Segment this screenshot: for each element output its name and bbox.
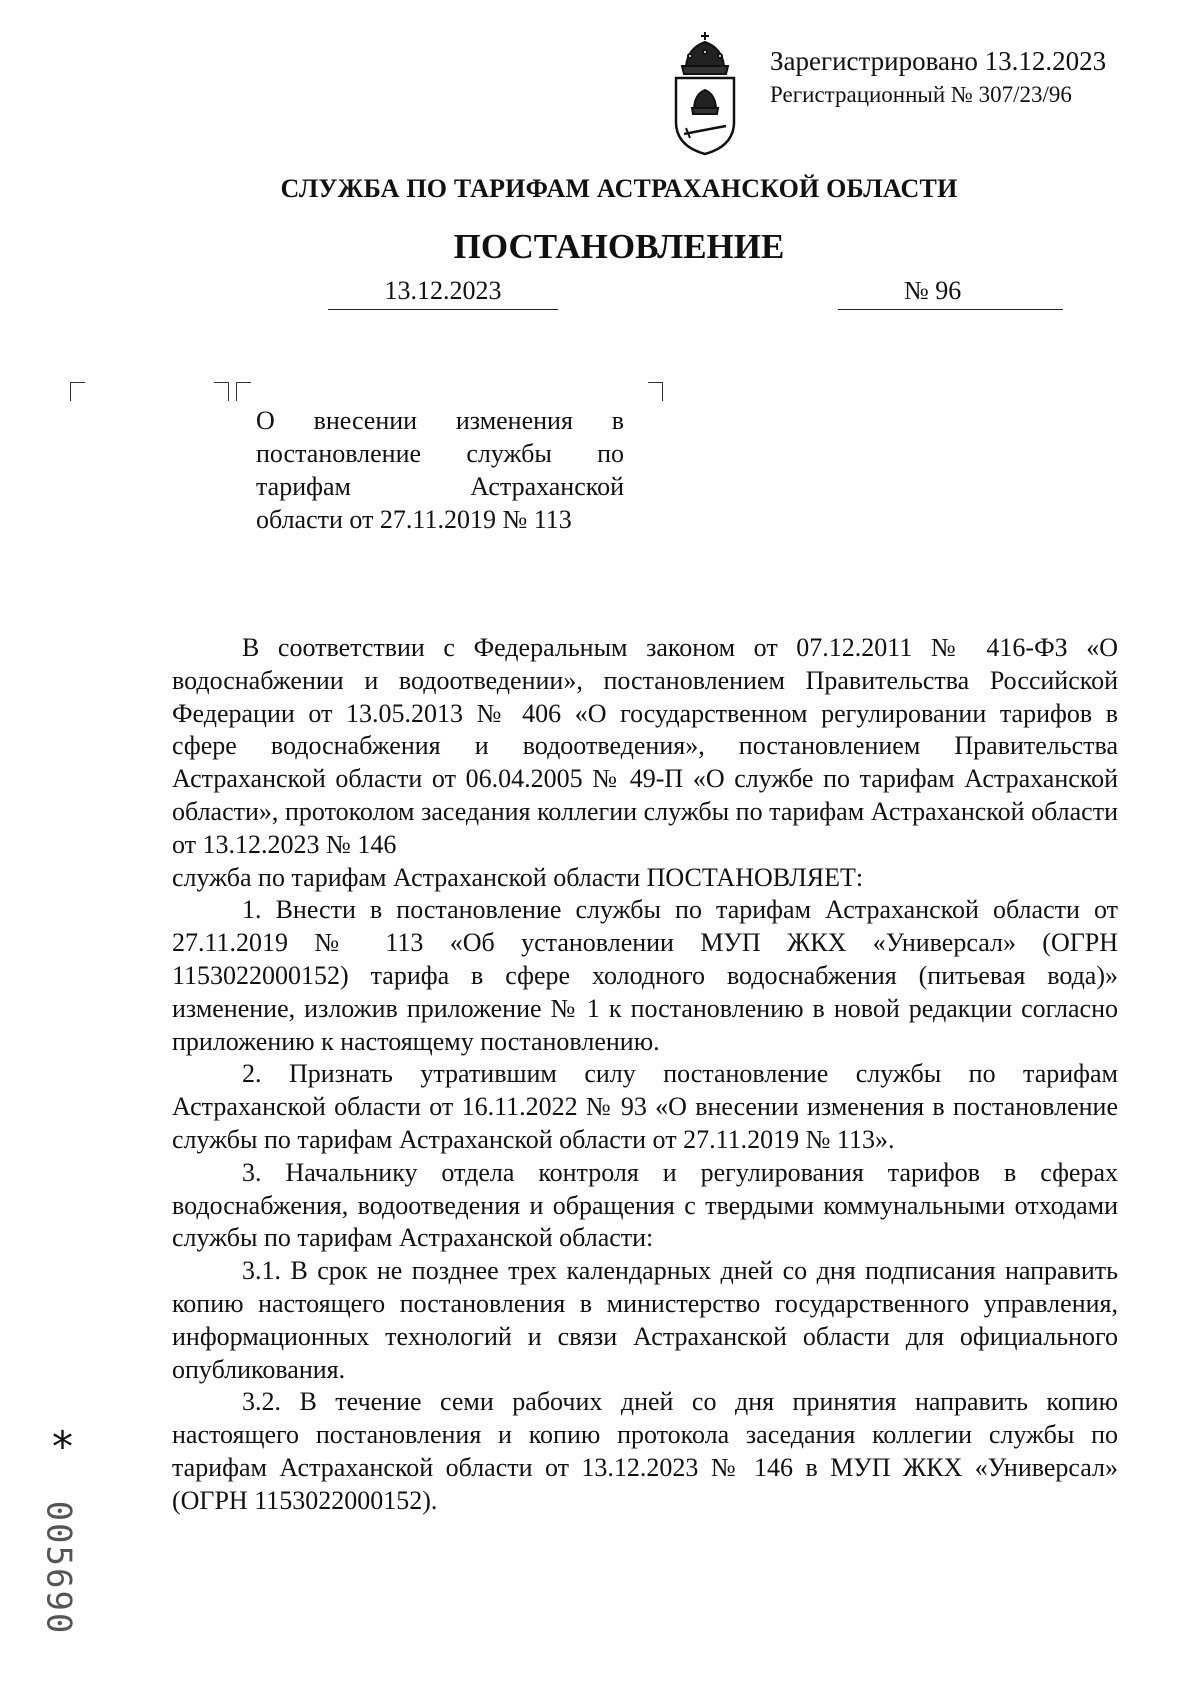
subject-line: тарифам Астраханской [256,472,624,501]
item-3-2-paragraph: 3.2. В течение семи рабочих дней со дня принятия направить копию настоящего постановления и копию протокола заседания коллегии службы по тарифам Астраханской области от 13.12.2023 № 146 в МУП ЖКХ «Универсал» (ОГРН 1153022000152). [172,1387,1118,1515]
subject-line: постановление службы по [256,439,624,468]
registration-date: Зарегистрировано 13.12.2023 [770,46,1107,76]
asterisk-mark: * [52,1422,73,1471]
document-number: № 96 [838,276,1063,310]
corner-mark [214,382,229,401]
document-subject [256,404,624,536]
preamble-paragraph: В соответствии с Федеральным законом от 07.12.2011 № 416-ФЗ «О водоснабжении и водоотведении», постановлением Правительства Российской Федерации от 13.05.2013 № 406 «О государственном регулировании тарифов в сфере водоснабжения и водоотведения», постановлением Правительства Астраханской области от 06.04.2005 № 49-П «О службе по тарифам Астраханской области», протоколом заседания коллегии службы по тарифам Астраханской области от 13.12.2023 № 146 [172,633,1118,859]
corner-mark [70,382,85,401]
document-body [172,632,1118,1518]
resolution-clause: служба по тарифам Астраханской области ПОСТАНОВЛЯЕТ: [172,862,864,892]
coat-of-arms-icon [664,30,746,158]
registration-number: Регистрационный № 307/23/96 [770,82,1072,107]
item-2-paragraph: 2. Признать утратившим силу постановление службы по тарифам Астраханской области от 16.11.2022 № 93 «О внесении изменения в постановление службы по тарифам Астраханской области от 27.11.2019 № 113». [172,1059,1118,1154]
subject-line: области от 27.11.2019 № 113 [256,505,572,534]
item-3-1-paragraph: 3.1. В срок не позднее трех календарных дней со дня подписания направить копию настоящего постановления в министерство государственного управления, информационных технологий и связи Астраханской области для официального опубликования. [172,1256,1118,1384]
item-3-paragraph: 3. Начальнику отдела контроля и регулирования тарифов в сферах водоснабжения, водоотведения и обращения с твердыми коммунальными отходами службы по тарифам Астраханской области: [172,1157,1118,1253]
document-type: ПОСТАНОВЛЕНИЕ [453,227,785,266]
subject-line: О внесении изменения в [256,406,624,435]
agency-name: СЛУЖБА ПО ТАРИФАМ АСТРАХАНСКОЙ ОБЛАСТИ [280,174,958,203]
registration-stamp [770,44,1106,112]
corner-mark [236,382,251,401]
document-date: 13.12.2023 [328,276,558,310]
serial-number: 005690 [38,1500,79,1636]
item-1-paragraph: 1. Внести в постановление службы по тарифам Астраханской области от 27.11.2019 № 113 «Об установлении МУП ЖКХ «Универсал» (ОГРН 1153022000152) тарифа в сфере холодного водоснабжения (питьевая вода)» изменение, изложив приложение № 1 к постановлению в новой редакции согласно приложению к настоящему постановлению. [172,895,1118,1056]
corner-mark [648,382,663,401]
